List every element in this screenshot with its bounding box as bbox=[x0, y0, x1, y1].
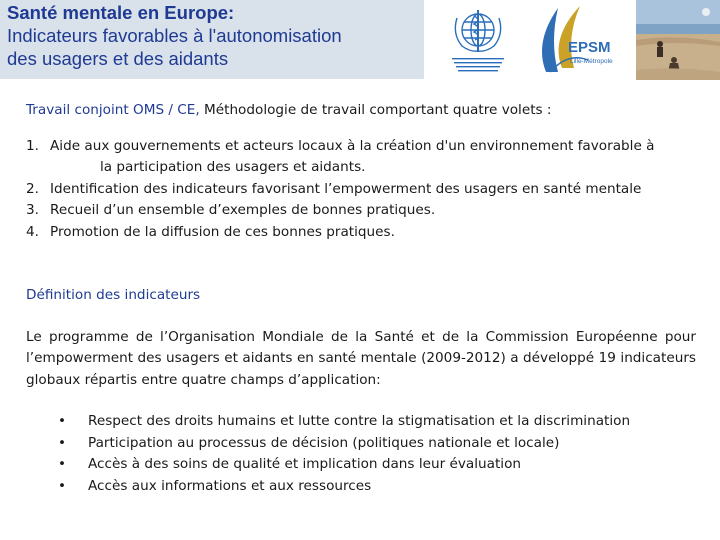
title-line-1: Santé mentale en Europe: bbox=[7, 2, 235, 23]
who-emblem-icon bbox=[448, 4, 508, 76]
slide-body bbox=[26, 100, 696, 497]
step-text: Identification des indicateurs favorisant l’empowerment des usagers en santé mentale bbox=[50, 180, 642, 197]
field-text: Participation au processus de décision (politiques nationale et locale) bbox=[88, 434, 560, 451]
step-text: Aide aux gouvernements et acteurs locaux à la création d'un environnement favorable à bbox=[50, 137, 655, 154]
bullet-icon: • bbox=[58, 413, 67, 429]
field-text: Accès aux informations et aux ressources bbox=[88, 477, 372, 494]
logo-strip bbox=[440, 0, 720, 80]
intro-prefix: Travail conjoint OMS / CE, bbox=[26, 102, 200, 118]
fields-list bbox=[26, 411, 696, 497]
step-number: 4. bbox=[26, 223, 39, 240]
svg-text:Lille-Métropole: Lille-Métropole bbox=[570, 58, 613, 65]
step-number: 3. bbox=[26, 202, 39, 218]
svg-text:EPSM: EPSM bbox=[568, 39, 611, 56]
step-number: 1. bbox=[26, 137, 39, 154]
field-text: Respect des droits humains et lutte contre la stigmatisation et la discrimination bbox=[88, 413, 631, 429]
step-text-continued: la participation des usagers et aidants. bbox=[100, 159, 366, 175]
epsm-logo-icon bbox=[528, 2, 614, 74]
list-item bbox=[26, 136, 696, 179]
step-text: Recueil d’un ensemble d’exemples de bonnes pratiques. bbox=[50, 202, 436, 218]
list-item bbox=[26, 454, 696, 476]
definition-paragraph: Le programme de l’Organisation Mondiale de la Santé et de la Commission Européenne pour l’empowerment des usagers et aidants en santé mentale (2009-2012) a développé 19 indicateurs globaux répartis entre quatre champs d’application: bbox=[26, 328, 696, 388]
beach-photo bbox=[636, 0, 720, 80]
list-item bbox=[26, 200, 696, 222]
bullet-icon: • bbox=[58, 477, 67, 494]
field-text: Accès à des soins de qualité et implication dans leur évaluation bbox=[88, 456, 521, 472]
intro-line bbox=[26, 100, 696, 122]
title-line-2: Indicateurs favorables à l'autonomisation bbox=[7, 25, 342, 46]
list-item bbox=[26, 222, 696, 244]
list-item bbox=[26, 433, 696, 455]
intro-text: Méthodologie de travail comportant quatre volets : bbox=[199, 102, 552, 118]
list-item bbox=[26, 179, 696, 201]
title-line-3: des usagers et des aidants bbox=[7, 48, 229, 69]
list-item bbox=[26, 411, 696, 433]
step-text: Promotion de la diffusion de ces bonnes pratiques. bbox=[50, 223, 395, 240]
steps-list bbox=[26, 136, 696, 244]
definition-heading: Définition des indicateurs bbox=[26, 287, 201, 303]
slide-title bbox=[7, 1, 422, 70]
bullet-icon: • bbox=[58, 434, 67, 451]
step-number: 2. bbox=[26, 180, 39, 197]
list-item bbox=[26, 476, 696, 498]
bullet-icon: • bbox=[58, 456, 67, 472]
